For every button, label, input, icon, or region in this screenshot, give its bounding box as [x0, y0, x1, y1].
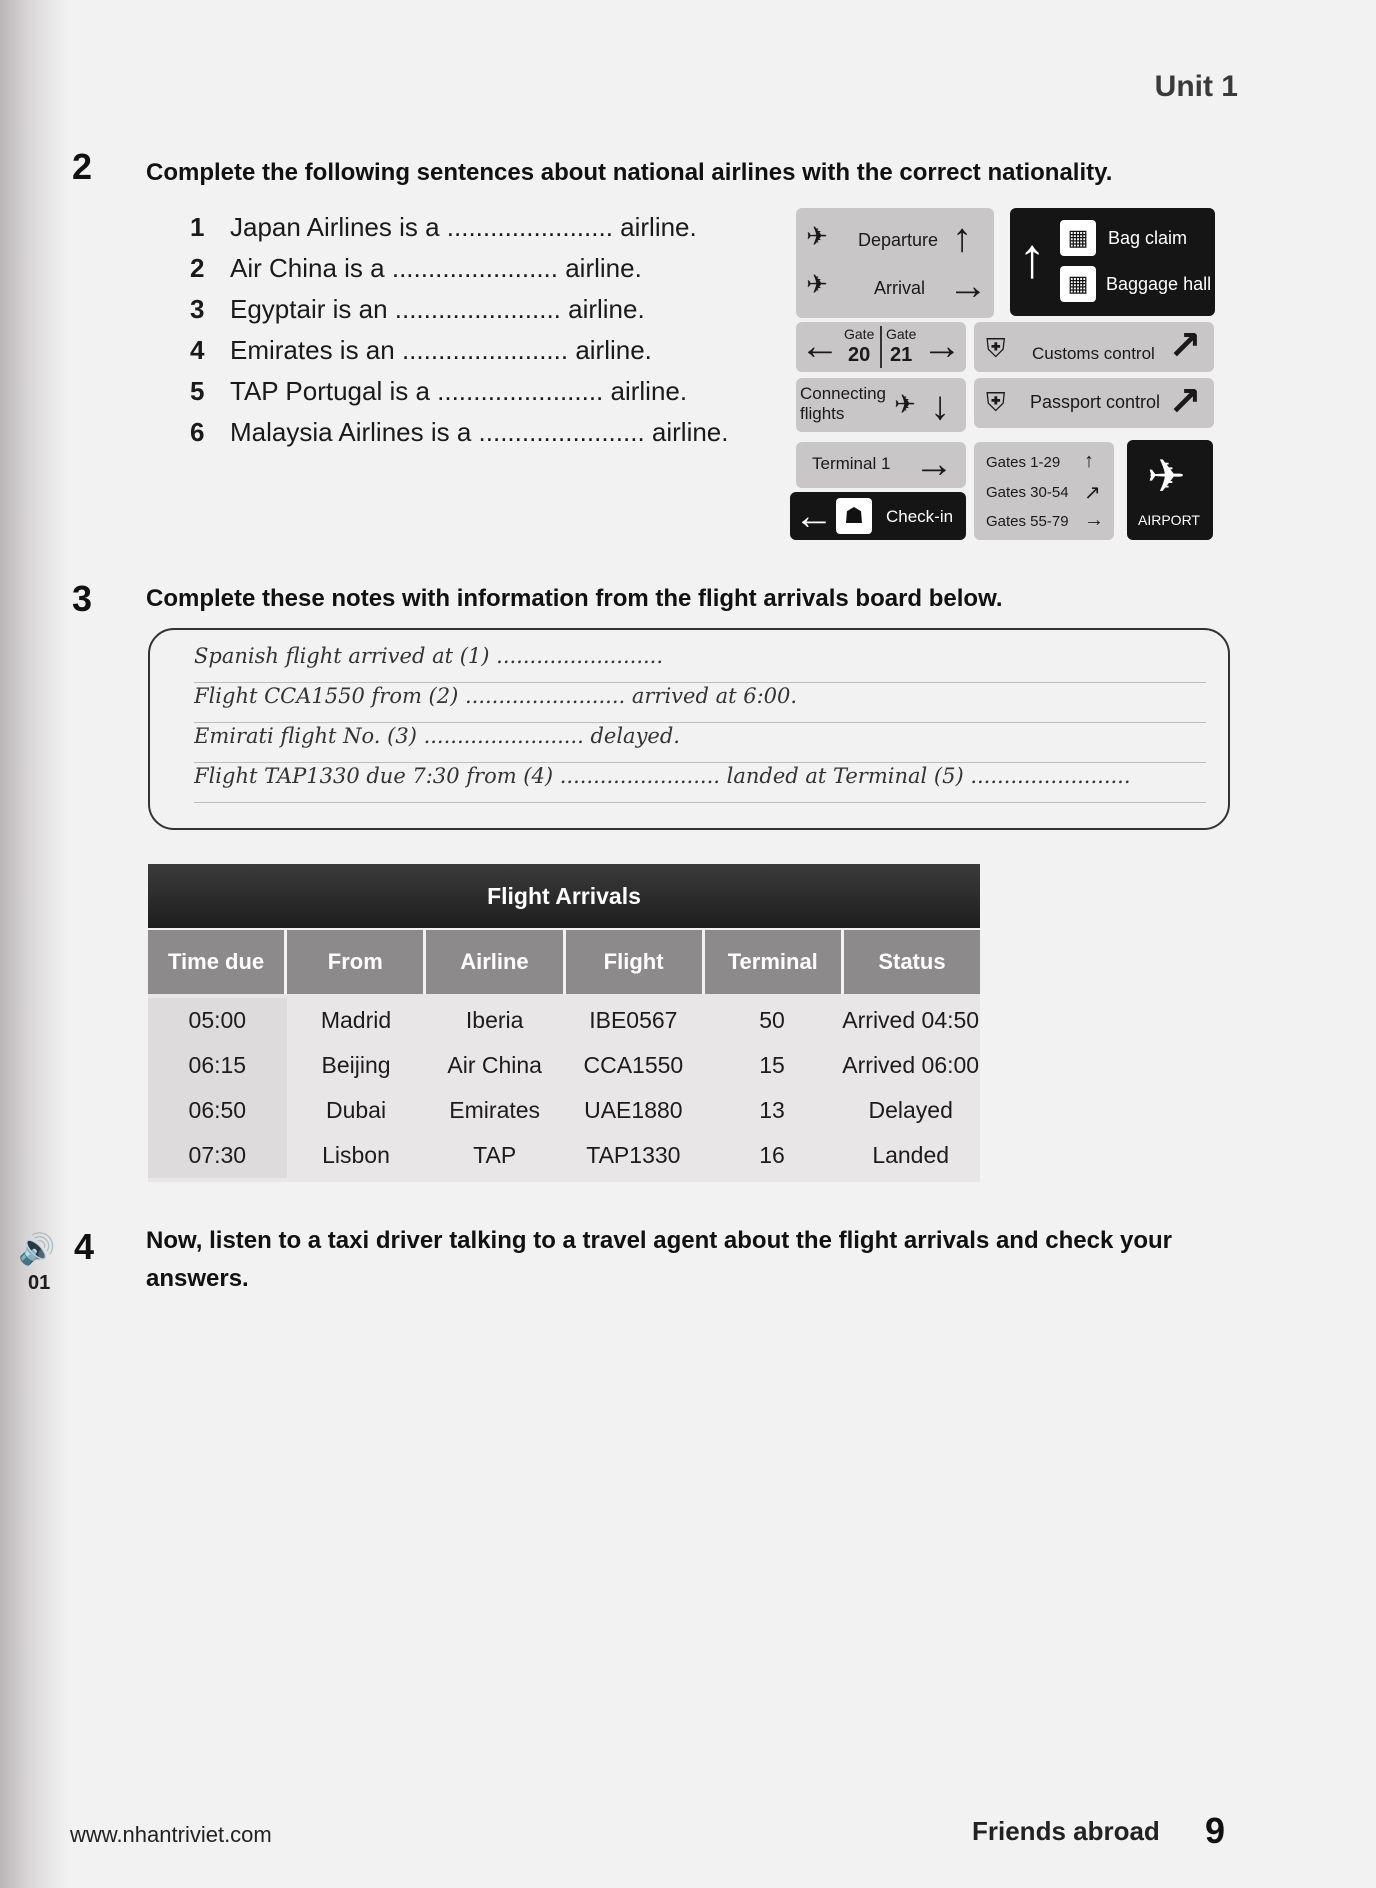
table-cell: TAP1330 [586, 1142, 681, 1168]
table-cell: 16 [759, 1142, 785, 1168]
audio-track-number: 01 [28, 1272, 51, 1294]
airport-logo-sign [1127, 440, 1213, 540]
sentence-text: Malaysia Airlines is a ....................... airline. [230, 417, 729, 447]
sentence-text: Japan Airlines is a ....................... airline. [230, 212, 697, 242]
arrow-right-icon: → [948, 264, 988, 308]
exercise-4-number: 4 [74, 1226, 95, 1267]
board-body [148, 994, 980, 1182]
terminal-sign [796, 442, 966, 488]
passport-label: Passport control [1030, 392, 1161, 412]
luggage-icon: ▦ [1060, 266, 1096, 302]
airplane-icon: ✈ [1147, 450, 1186, 502]
note-line: Flight CCA1550 from (2) ........................ arrived at 6:00. [194, 684, 1206, 723]
table-cell: Lisbon [322, 1142, 390, 1168]
luggage-icon: ▦ [1060, 220, 1096, 256]
table-cell: Air China [447, 1052, 542, 1078]
connecting-sign [796, 378, 966, 432]
table-cell: Arrived 06:00 [842, 1052, 980, 1078]
book-spine-shadow [0, 0, 70, 1888]
sentence-item [190, 294, 645, 325]
arrow-up-icon: ↑ [1018, 226, 1046, 289]
arrow-right-icon: → [1084, 509, 1104, 531]
table-cell: CCA1550 [583, 1052, 684, 1078]
baggage-sign [1010, 208, 1215, 316]
gate-number: 20 [848, 344, 871, 366]
note-line: Spanish flight arrived at (1) ......................... [194, 644, 1206, 683]
board-header-cell: Status [878, 949, 946, 974]
gate-label: Gate [886, 326, 917, 342]
page-number: 9 [1205, 1810, 1226, 1851]
table-cell: Delayed [868, 1097, 953, 1123]
table-cell: Madrid [320, 1007, 392, 1033]
unit-label: Unit 1 [1154, 70, 1238, 103]
customs-icon: ⛨ [986, 333, 1006, 363]
table-cell: 15 [759, 1052, 785, 1078]
arrow-left-icon: ← [800, 324, 840, 368]
arrow-diagonal-icon: ↗ [1084, 482, 1101, 504]
sentence-text: TAP Portugal is a ....................... airline. [230, 376, 688, 406]
sentence-text: Emirates is an ....................... airline. [230, 335, 652, 365]
sentence-number: 1 [190, 212, 205, 242]
footer-url: www.nhantriviet.com [70, 1822, 272, 1847]
sentence-number: 6 [190, 417, 205, 447]
gates-range-label: Gates 55-79 [986, 513, 1069, 530]
board-header-cell: Time due [148, 930, 287, 994]
sentence-number: 2 [190, 253, 205, 283]
arrow-up-icon: ↑ [952, 216, 972, 260]
table-cell: Dubai [325, 1097, 387, 1123]
baggage-hall-label: Baggage hall [1106, 274, 1212, 294]
exercise-4-instruction: Now, listen to a taxi driver talking to a travel agent about the flight arrivals and check your answers. [146, 1227, 1173, 1292]
arrow-up-icon: ↑ [1084, 450, 1094, 472]
table-cell: Beijing [321, 1052, 391, 1078]
arrival-label: Arrival [874, 278, 926, 298]
sentence-item [190, 417, 729, 448]
notes-box [148, 628, 1230, 830]
note-line: Flight TAP1330 due 7:30 from (4) ........................ landed at Terminal (5) ........................ [194, 764, 1206, 803]
sentence-item [190, 212, 697, 243]
table-row [148, 1133, 980, 1178]
airport-label: AIRPORT [1138, 512, 1200, 528]
table-cell: IBE0567 [589, 1007, 678, 1033]
exercise-2-number: 2 [72, 146, 93, 187]
connecting-plane-icon: ✈ [894, 389, 916, 419]
gate-divider [880, 326, 882, 368]
passport-sign [974, 378, 1214, 428]
flight-arrivals-board [148, 864, 980, 1182]
arrow-diagonal-icon: ↗ [1168, 324, 1202, 368]
customs-sign [974, 322, 1214, 372]
audio-speaker-icon[interactable]: 🔊 [18, 1233, 56, 1266]
arrow-down-icon: ↓ [930, 384, 950, 428]
arrow-left-icon: ← [794, 494, 834, 538]
table-cell: UAE1880 [584, 1097, 683, 1123]
sentence-number: 3 [190, 294, 205, 324]
board-header-row [148, 930, 980, 994]
departure-label: Departure [858, 230, 939, 250]
table-row [148, 1043, 980, 1088]
gate-label: Gate [844, 326, 875, 342]
arrow-right-icon: → [914, 442, 954, 486]
arrival-plane-icon: ✈ [806, 269, 828, 299]
gate-number: 21 [890, 344, 913, 366]
departure-plane-icon: ✈ [806, 221, 828, 251]
gates-sign [974, 442, 1114, 540]
gates-range-label: Gates 1-29 [986, 454, 1061, 471]
table-row [148, 1088, 980, 1133]
exercise-2-instruction: Complete the following sentences about national airlines with the correct nationality. [146, 159, 1113, 186]
board-title: Flight Arrivals [148, 864, 980, 928]
exercise-3-instruction: Complete these notes with information from the flight arrivals board below. [146, 585, 1003, 612]
board-header-cell: Airline [426, 930, 565, 994]
sentence-number: 4 [190, 335, 205, 365]
arrow-right-icon: → [922, 324, 962, 368]
gate-sign [796, 322, 966, 372]
checkin-sign [790, 492, 966, 540]
gates-range-label: Gates 30-54 [986, 484, 1069, 501]
table-cell: 06:15 [148, 1043, 287, 1088]
exercise-3-number: 3 [72, 578, 93, 619]
table-cell: Arrived 04:50 [842, 1007, 980, 1033]
board-header-cell: Flight [566, 930, 705, 994]
sentence-item [190, 376, 687, 407]
board-header-cell: From [287, 930, 426, 994]
note-line: Emirati flight No. (3) ........................ delayed. [194, 724, 1206, 763]
table-cell: Landed [872, 1142, 950, 1168]
table-cell: TAP [473, 1142, 517, 1168]
terminal-label: Terminal 1 [812, 454, 891, 473]
sentence-item [190, 335, 652, 366]
bag-claim-label: Bag claim [1108, 228, 1188, 248]
arrow-diagonal-icon: ↗ [1168, 380, 1202, 424]
table-cell: 05:00 [148, 998, 287, 1043]
table-cell: 50 [759, 1007, 785, 1033]
checkin-label: Check-in [886, 507, 954, 526]
table-cell: Emirates [449, 1097, 541, 1123]
sentence-item [190, 253, 642, 284]
table-cell: Iberia [465, 1007, 524, 1033]
table-cell: 13 [759, 1097, 785, 1123]
departure-arrival-sign [796, 208, 994, 318]
connecting-label: Connecting flights [800, 384, 887, 423]
sentence-text: Air China is a ....................... airline. [230, 253, 642, 283]
footer-title: Friends abroad [972, 1816, 1160, 1846]
table-cell: 06:50 [148, 1088, 287, 1133]
board-header-cell: Terminal [705, 930, 844, 994]
passport-icon: ⛨ [986, 387, 1006, 417]
sentence-text: Egyptair is an ....................... airline. [230, 294, 645, 324]
sentence-number: 5 [190, 376, 205, 406]
customs-label: Customs control [1032, 344, 1155, 363]
table-cell: 07:30 [148, 1133, 287, 1178]
checkin-people-icon: ☗ [836, 498, 872, 534]
table-row [148, 998, 980, 1043]
